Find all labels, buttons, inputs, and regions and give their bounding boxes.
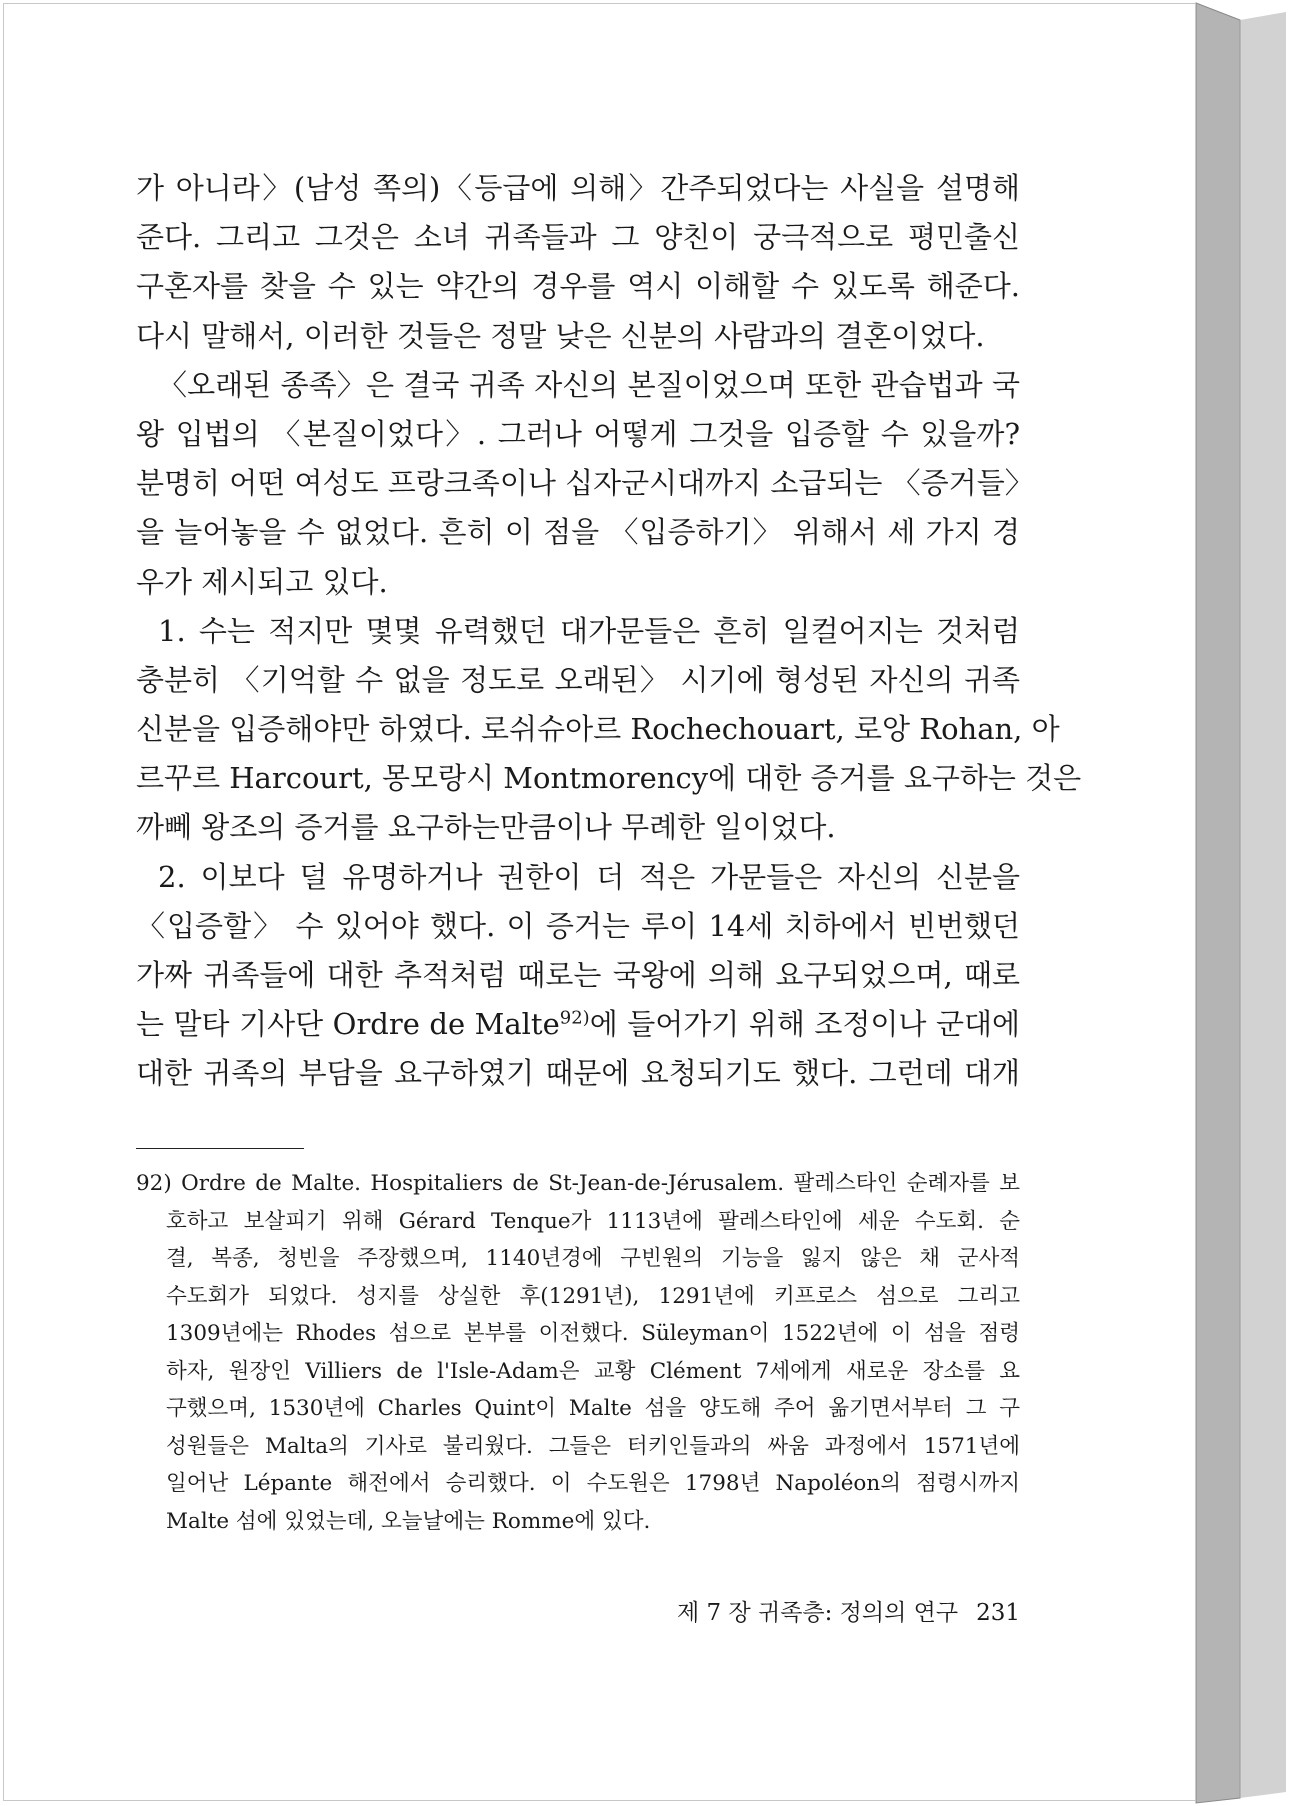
body-line: 우가 제시되고 있다.	[136, 564, 388, 599]
footnote-92	[136, 1165, 1020, 1540]
footnote-line: 일어난 Lépante 해전에서 승리했다. 이 수도원은 1798년 Napoléon의 점령시까지	[166, 1471, 1020, 1496]
body-line: 분명히 어떤 여성도 프랑크족이나 십자군시대까지 소급되는 〈증거들〉	[136, 466, 1034, 501]
page-number: 231	[976, 1600, 1020, 1626]
footnote-divider	[136, 1148, 304, 1149]
body-line: 르꾸르 Harcourt, 몽모랑시 Montmorency에 대한 증거를 요구하는 것은	[136, 761, 1082, 796]
footnote-line: 하자, 원장인 Villiers de l'Isle-Adam은 교황 Clément 7세에게 새로운 장소를 요	[166, 1358, 1020, 1384]
footnote-line: 구했으며, 1530년에 Charles Quint이 Malte 섬을 양도해 주어 옮기면서부터 그 구	[166, 1396, 1020, 1421]
footnote-line: 성원들은 Malta의 기사로 불리웠다. 그들은 터키인들과의 싸움 과정에서 1571년에	[166, 1433, 1020, 1459]
running-footer	[560, 1594, 1020, 1627]
body-line: 가짜 귀족들에 대한 추적처럼 때로는 국왕에 의해 요구되었으며, 때로	[136, 958, 1020, 992]
footnote-line: 92) Ordre de Malte. Hospitaliers de St-Jean-de-Jérusalem. 팔레스타인 순례자를 보	[136, 1171, 1020, 1196]
body-line: 을 늘어놓을 수 없었다. 흔히 이 점을 〈입증하기〉 위해서 세 가지 경	[136, 515, 1020, 550]
body-line: 왕 입법의 〈본질이었다〉. 그러나 어떻게 그것을 입증할 수 있을까?	[136, 416, 1020, 451]
footnote-line: 결, 복종, 청빈을 주장했으며, 1140년경에 구빈원의 기능을 잃지 않은 채 군사적	[166, 1246, 1020, 1271]
page-edge-shadow	[1190, 0, 1305, 1806]
body-line: 〈오래된 종족〉은 결국 귀족 자신의 본질이었으며 또한 관습법과 국	[158, 367, 1020, 402]
footnote-line: Malte 섬에 있었는데, 오늘날에는 Romme에 있다.	[166, 1508, 651, 1534]
body-line: 대한 귀족의 부담을 요구하였기 때문에 요청되기도 했다. 그런데 대개	[136, 1056, 1020, 1091]
body-line: 충분히 〈기억할 수 없을 정도로 오래된〉 시기에 형성된 자신의 귀족	[136, 662, 1020, 697]
body-line: 구혼자를 찾을 수 있는 약간의 경우를 역시 이해할 수 있도록 해준다.	[136, 269, 1020, 304]
footnote-line: 수도회가 되었다. 성지를 상실한 후(1291년), 1291년에 키프로스 섬으로 그리고	[166, 1283, 1020, 1309]
body-line: 다시 말해서, 이러한 것들은 정말 낮은 신분의 사람과의 결혼이었다.	[136, 318, 985, 353]
malte-text-before: 는 말타 기사단 Ordre de Malte	[136, 1007, 560, 1042]
footnote-line: 1309년에는 Rhodes 섬으로 본부를 이전했다. Süleyman이 1522년에 이 섬을 점령	[166, 1321, 1020, 1346]
footnote-reference: 92)	[559, 1007, 590, 1029]
body-line-footnote-ref	[136, 1000, 1020, 1049]
malte-text-after: 에 들어가기 위해 조정이나 군대에	[589, 1007, 1020, 1042]
body-line: 1. 수는 적지만 몇몇 유력했던 대가문들은 흔히 일컬어지는 것처럼	[158, 613, 1020, 648]
footnote-line: 호하고 보살피기 위해 Gérard Tenque가 1113년에 팔레스타인에 세운 수도회. 순	[166, 1208, 1020, 1234]
body-line: 까뻬 왕조의 증거를 요구하는만큼이나 무례한 일이었다.	[136, 810, 836, 845]
chapter-title: 제 7 장 귀족층: 정의의 연구	[676, 1600, 959, 1626]
body-line: 가 아니라〉(남성 쪽의)〈등급에 의해〉간주되었다는 사실을 설명해	[136, 171, 1020, 205]
body-line: 〈입증할〉 수 있어야 했다. 이 증거는 루이 14세 치하에서 빈번했던	[136, 908, 1020, 943]
body-line: 2. 이보다 덜 유명하거나 권한이 더 적은 가문들은 자신의 신분을	[158, 859, 1020, 894]
body-line: 준다. 그리고 그것은 소녀 귀족들과 그 양친이 궁극적으로 평민출신	[136, 220, 1020, 255]
body-line: 신분을 입증해야만 하였다. 로쉬슈아르 Rochechouart, 로앙 Rohan, 아	[136, 712, 1060, 747]
body-text	[136, 164, 1082, 1099]
